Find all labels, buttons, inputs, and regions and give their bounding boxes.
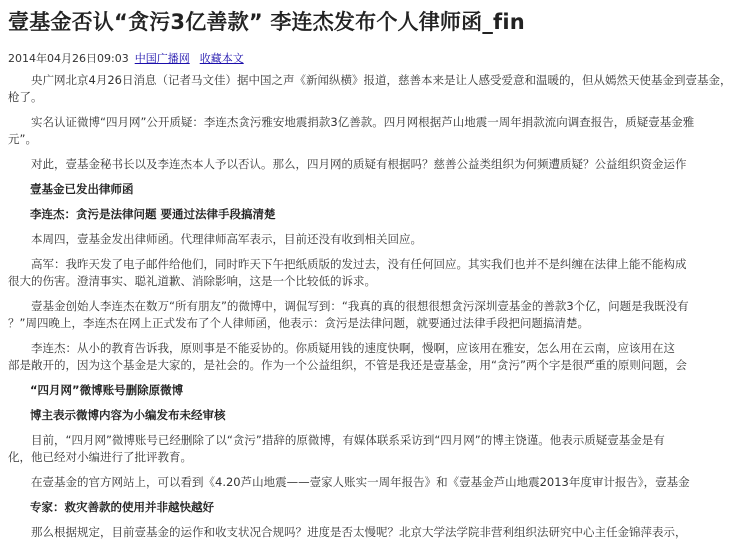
paragraph-line: 目前，“四月网”微博账号已经删除了以“贪污”措辞的原微博，有媒体联系采访到“四月网”的博主饶谨。他表示质疑壹基金是有 [31, 433, 665, 447]
paragraph [0, 256, 687, 290]
paragraph-line: 央广网北京4月26日消息（记者马文佳）据中国之声《新闻纵横》报道，慈善本来是让人感受爱意和温暖的，但从嫣然天使基金到壹基金， [31, 73, 731, 87]
paragraph-line: 李连杰：从小的教育告诉我，原则事是不能妥协的。你质疑用钱的速度快啊，慢啊，应该用在雅安，怎么用在云南，应该用在这 [31, 341, 675, 355]
article-title: 壹基金否认“贪污3亿善款” 李连杰发布个人律师函_fin [8, 10, 525, 34]
paragraph-line: 对此，壹基金秘书长以及李连杰本人予以否认。那么，四月网的质疑有根据吗？慈善公益类组织为何频遭质疑？公益组织资金运作 [31, 157, 687, 171]
paragraph-line: 实名认证微博“四月网”公开质疑：李连杰贪污雅安地震捐款3亿善款。四月网根据芦山地震一周年捐款流向调查报告，质疑壹基金雅 [31, 115, 695, 129]
paragraph-line: 很大的伤害。澄清事实、聪礼道歉、消除影响，这是一个比较低的诉求。 [8, 274, 376, 288]
section-heading: 博主表示微博内容为小编发布未经审核 [30, 408, 226, 422]
section-heading: 专家：救灾善款的使用并非越快越好 [30, 500, 214, 514]
paragraph [0, 72, 731, 106]
paragraph [0, 114, 695, 148]
paragraph-line: 化，他已经对小编进行了批评教育。 [8, 450, 192, 464]
paragraph-line: 那么根据规定，目前壹基金的运作和收支状况合规吗？进度是否太慢呢？北京大学法学院非营利组织法研究中心主任金锦萍表示， [31, 525, 687, 539]
article-body [0, 72, 731, 541]
paragraph-line: 元”。 [8, 132, 37, 146]
paragraph [0, 340, 687, 374]
paragraph-line: 在壹基金的官方网站上，可以看到《4.20芦山地震——壹家人账实一周年报告》和《壹基金芦山地震2013年度审计报告》，壹基金 [31, 475, 690, 489]
paragraph-line: 枪了。 [8, 90, 43, 104]
paragraph [0, 231, 660, 248]
section-heading: “四月网”微博账号删除原微博 [30, 383, 184, 397]
section-heading: 李连杰：贪污是法律问题 要通过法律手段搞清楚 [30, 207, 276, 221]
paragraph-line: 壹基金创始人李连杰在数万“所有朋友”的微博中，调侃写到：“我真的真的很想很想贪污深圳壹基金的善款3个亿，问题是我既没有 [31, 299, 689, 313]
article-meta [8, 50, 244, 66]
source-link[interactable]: 中国广播网 [134, 52, 190, 65]
paragraph [0, 524, 687, 541]
paragraph [0, 432, 665, 466]
publish-date: 2014年04月26日09:03 [8, 52, 129, 65]
section-heading: 壹基金已发出律师函 [30, 182, 134, 196]
paragraph-line: 高军：我昨天发了电子邮件给他们，同时昨天下午把纸质版的发过去，没有任何回应。其实我们也并不是纠缠在法律上能不能构成 [31, 257, 687, 271]
paragraph [0, 474, 690, 491]
paragraph [0, 156, 687, 173]
paragraph-line: 部是敞开的，因为这个基金是大家的，是社会的。作为一个公益组织，不管是我还是壹基金，用“贪污”两个字是很严重的原则问题，会 [8, 358, 687, 372]
paragraph-line: 本周四，壹基金发出律师函。代理律师高军表示，目前还没有收到相关回应。 [31, 232, 422, 246]
paragraph [0, 298, 689, 332]
paragraph-line: ？”周四晚上，李连杰在网上正式发布了个人律师函，他表示：贪污是法律问题，就要通过法律手段把问题搞清楚。 [8, 316, 589, 330]
favorite-link[interactable]: 收藏本文 [199, 52, 244, 65]
